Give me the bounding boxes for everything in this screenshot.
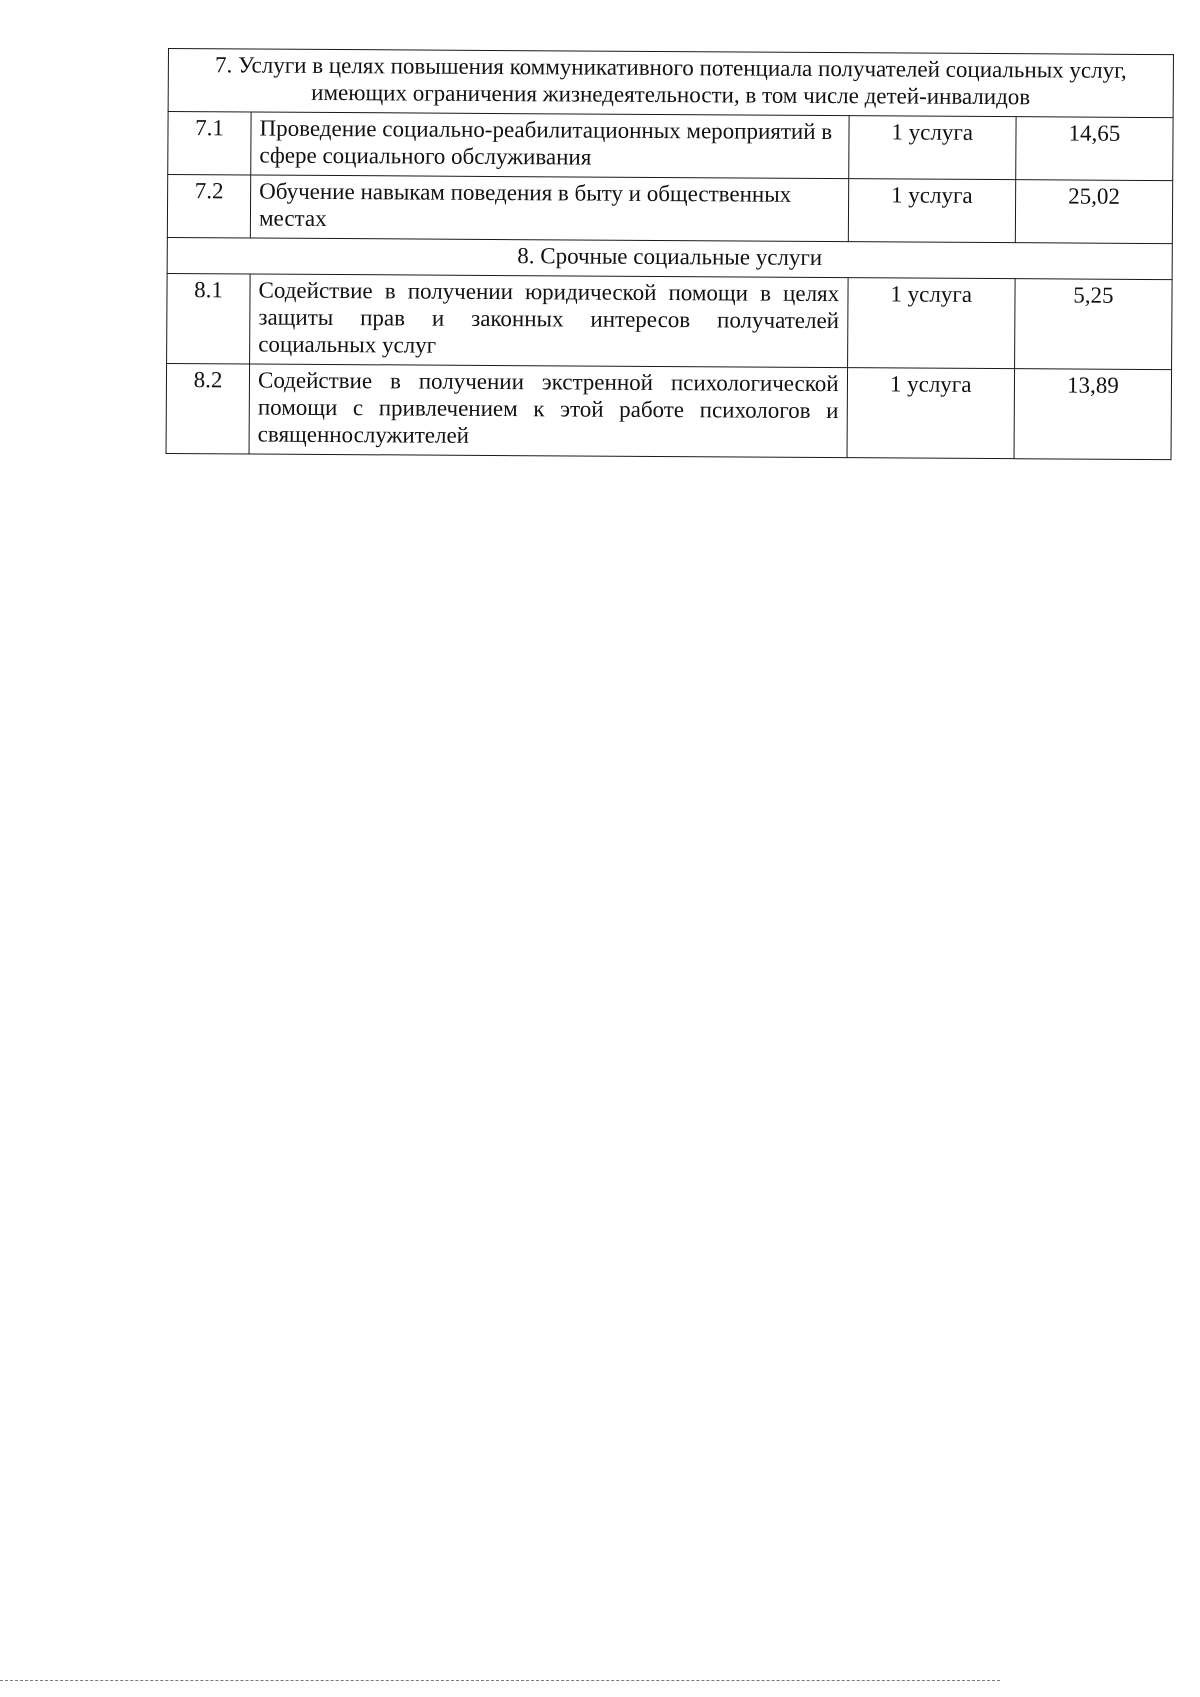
service-price: 14,65 [1016,117,1174,181]
service-unit: 1 услуга [848,179,1016,243]
section-7-heading-row [168,49,1173,118]
scan-footer-line [0,1680,1000,1681]
service-price: 25,02 [1015,180,1173,244]
service-name: Обучение навыкам поведения в быту и общественных местах [250,175,848,242]
table-row [168,112,1173,181]
table-row [166,363,1172,459]
service-number: 8.1 [167,273,251,364]
section-7-title: 7. Услуги в целях повышения коммуникативного потенциала получателей социальных услуг, имеющих ограничения жизнедеятельности, в том числе детей-инвалидов [168,49,1173,118]
service-number: 7.1 [168,112,251,176]
service-price: 13,89 [1014,369,1172,460]
service-number: 8.2 [166,363,250,454]
services-table [166,48,1174,460]
service-unit: 1 услуга [848,116,1016,180]
table-row [167,175,1172,244]
service-name: Содействие в получении юридической помощи в целях защиты прав и законных интересов получателей социальных услуг [250,274,848,368]
section-8-title: 8. Срочные социальные услуги [167,237,1172,279]
section-8-heading-row [167,237,1172,279]
service-unit: 1 услуга [847,278,1015,369]
service-price: 5,25 [1014,279,1172,370]
table-row [167,273,1173,369]
service-name: Проведение социально-реабилитационных мероприятий в сфере социального обслуживания [251,112,849,179]
service-number: 7.2 [167,175,250,239]
service-unit: 1 услуга [847,368,1015,459]
service-name: Содействие в получении экстренной психологической помощи с привлечением к этой работе психологов и священнослужителей [249,364,847,458]
